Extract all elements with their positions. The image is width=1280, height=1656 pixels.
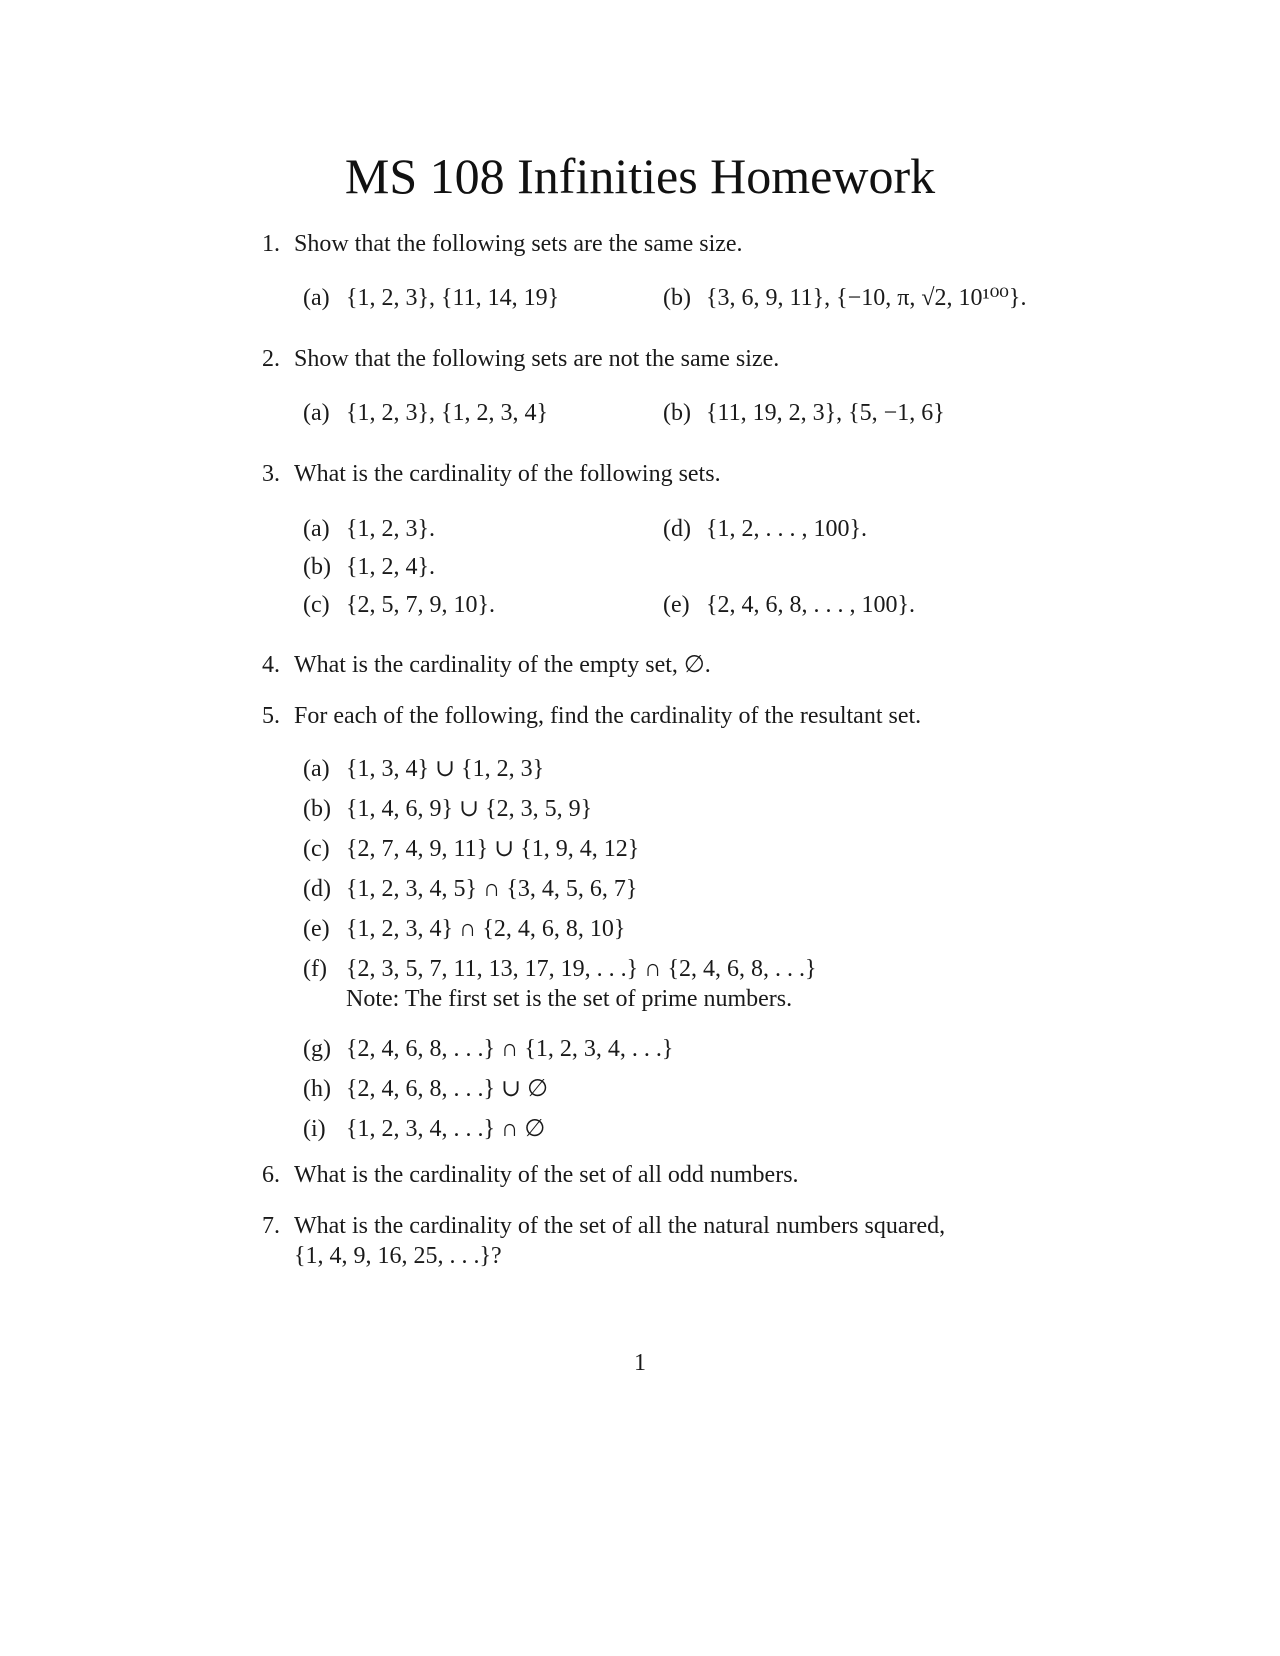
part-label: (e)	[663, 592, 690, 618]
question-3-part-d	[663, 514, 867, 544]
part-label: (h)	[303, 1076, 331, 1102]
question-number: 2.	[262, 346, 280, 372]
part-note: Note: The first set is the set of prime numbers.	[346, 986, 793, 1012]
part-text: {3, 6, 9, 11}, {−10, π, √2, 10¹⁰⁰}.	[706, 285, 1027, 311]
part-label: (e)	[303, 916, 330, 942]
question-3-part-b	[303, 552, 435, 582]
part-label: (b)	[663, 285, 691, 311]
part-text: {2, 4, 6, 8, . . .} ∩ {1, 2, 3, 4, . . .}	[346, 1036, 674, 1062]
question-number: 7.	[262, 1213, 280, 1239]
question-text: What is the cardinality of the following sets.	[294, 461, 721, 487]
part-text: {1, 2, 3}, {11, 14, 19}	[346, 285, 560, 311]
question-2-part-a	[303, 398, 548, 428]
part-text: {1, 2, 3, 4, . . .} ∩ ∅	[346, 1116, 546, 1142]
question-number: 1.	[262, 231, 280, 257]
part-label: (g)	[303, 1036, 331, 1062]
part-label: (b)	[303, 796, 331, 822]
question-5-part-b	[303, 794, 592, 824]
part-text: {1, 2, 3, 4} ∩ {2, 4, 6, 8, 10}	[346, 916, 626, 942]
question-6	[262, 1160, 799, 1190]
question-3-part-e	[663, 590, 915, 620]
part-text: {11, 19, 2, 3}, {5, −1, 6}	[706, 400, 945, 426]
part-text: {1, 2, 3, 4, 5} ∩ {3, 4, 5, 6, 7}	[346, 876, 638, 902]
question-number: 3.	[262, 461, 280, 487]
part-text: {2, 4, 6, 8, . . .} ∪ ∅	[346, 1076, 549, 1102]
question-number: 6.	[262, 1162, 280, 1188]
question-continuation: {1, 4, 9, 16, 25, . . .}?	[294, 1243, 502, 1269]
part-label: (f)	[303, 956, 327, 982]
part-label: (b)	[663, 400, 691, 426]
question-text: What is the cardinality of the set of all the natural numbers squared,	[294, 1213, 946, 1239]
part-label: (a)	[303, 285, 330, 311]
question-text: For each of the following, find the cardinality of the resultant set.	[294, 703, 922, 729]
part-label: (b)	[303, 554, 331, 580]
part-text: {2, 3, 5, 7, 11, 13, 17, 19, . . .} ∩ {2, 4, 6, 8, . . .}	[346, 956, 817, 982]
part-label: (a)	[303, 400, 330, 426]
part-label: (a)	[303, 516, 330, 542]
question-5-part-d	[303, 874, 637, 904]
part-text: {1, 2, 3}.	[346, 516, 436, 542]
part-text: {2, 5, 7, 9, 10}.	[346, 592, 496, 618]
part-text: {1, 2, 3}, {1, 2, 3, 4}	[346, 400, 549, 426]
question-1-part-b	[663, 283, 1026, 313]
page-title: MS 108 Infinities Homework	[344, 148, 936, 204]
part-text: {1, 3, 4} ∪ {1, 2, 3}	[346, 756, 545, 782]
part-text: {1, 4, 6, 9} ∪ {2, 3, 5, 9}	[346, 796, 593, 822]
question-5-part-f	[303, 954, 817, 1014]
part-text: {1, 2, 4}.	[346, 554, 436, 580]
part-label: (c)	[303, 836, 330, 862]
question-5-part-c	[303, 834, 639, 864]
question-3-part-a	[303, 514, 435, 544]
question-text: What is the cardinality of the set of all odd numbers.	[294, 1162, 799, 1188]
question-5-part-i	[303, 1114, 545, 1144]
part-text: {1, 2, . . . , 100}.	[706, 516, 868, 542]
question-1-part-a	[303, 283, 559, 313]
question-2	[262, 344, 779, 374]
part-label: (c)	[303, 592, 330, 618]
part-text: {2, 4, 6, 8, . . . , 100}.	[706, 592, 916, 618]
question-2-part-b	[663, 398, 945, 428]
question-3	[262, 459, 721, 489]
page-number: 1	[634, 1350, 646, 1376]
question-text: Show that the following sets are not the same size.	[294, 346, 780, 372]
question-4	[262, 650, 711, 680]
part-text: {2, 7, 4, 9, 11} ∪ {1, 9, 4, 12}	[346, 836, 640, 862]
question-text: What is the cardinality of the empty set, ∅.	[294, 652, 711, 678]
question-number: 4.	[262, 652, 280, 678]
part-label: (d)	[303, 876, 331, 902]
part-label: (i)	[303, 1116, 326, 1142]
part-label: (a)	[303, 756, 330, 782]
part-label: (d)	[663, 516, 691, 542]
question-5-part-e	[303, 914, 625, 944]
question-5	[262, 701, 921, 731]
question-3-part-c	[303, 590, 495, 620]
question-1	[262, 229, 743, 259]
question-5-part-h	[303, 1074, 548, 1104]
question-5-part-g	[303, 1034, 673, 1064]
question-5-part-a	[303, 754, 544, 784]
question-number: 5.	[262, 703, 280, 729]
question-7	[262, 1211, 945, 1271]
question-text: Show that the following sets are the same size.	[294, 231, 743, 257]
